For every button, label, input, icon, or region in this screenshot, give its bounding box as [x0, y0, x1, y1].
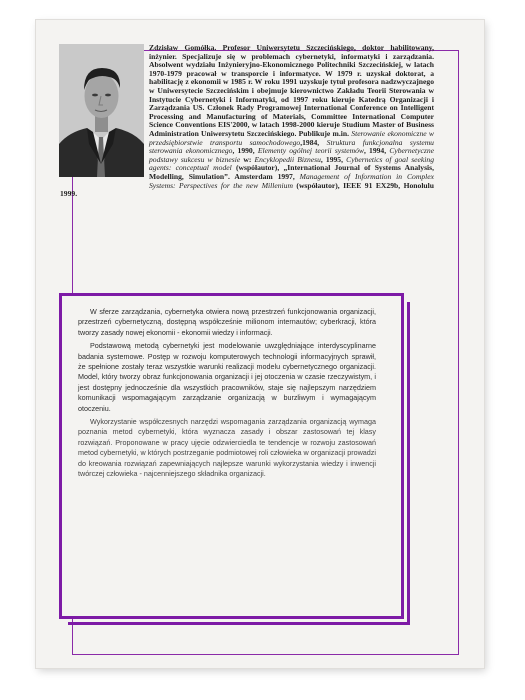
bio-publication-title: Encyklopedii Biznesu	[254, 154, 321, 164]
blurb-paragraph: W sferze zarządzania, cybernetyka otwiera nową przestrzeń funkcjonowania organizacji, przestrzeń cybernetyczną, dostępną współcześnie milionom internautów; cyberkracji, która tworzy zasady nowej ekonomii - ekonomii wiedzy i informacji.	[78, 307, 376, 337]
blurb-paragraph: Podstawową metodą cybernetyki jest modelowanie uwzględniające interdyscyplinarne badania systemowe. Postęp w rozwoju komputerowych technologii informacyjnych sprawił, że spełnione zostały teraz wszystkie warunki realizacji modelu cybernetycznego organizacji. Model, który tworzy obraz funkcjonowania organizacji i jej otoczenia w czasie rzeczywistym, i jest dostępny jednocześnie dla wszystkich pracowników, staje się najlepszym narzędziem komunikacji wspomagającym zarządzanie organizacją w burzliwym i wymagającym otoczeniu.	[78, 341, 376, 413]
bio-text: ,1984,	[300, 137, 320, 147]
bio-publication-title: Cybernetics of goal seeking agents: conceptual model	[149, 154, 434, 173]
blurb-paragraph: Wykorzystanie współczesnych narzędzi wspomagania zarządzania organizacją wymaga poznania metod cybernetyki, która wyznacza zasady i obszar zastosowań tej klasy rozwiązań. Proponowane w pracy ujęcie odzwierciedla te tendencje w rozwoju zastosowań metod cybernetyki, w których postrzeganie podmiotowej roli człowieka w organizacji prowadzi do kreowania rozwiązań zapewniających najlepsze warunki wykorzystania wiedzy i inwencji twórczej człowieka - najcenniejszego składnika organizacji.	[78, 417, 376, 479]
bio-publication-title: Sterowanie ekonomiczne w przedsiębiorstwie transportu samochodowego	[149, 128, 434, 147]
bio-text: , 1994,	[363, 146, 387, 156]
bio-text: (współautor), „International Journal of Systems Analysis, Modelling, Simulation”. Amsterdam 1997,	[149, 163, 435, 181]
bio-publication-title: Elementy ogólnej teorii systemów	[257, 146, 364, 156]
bio-publication-title: Cybernetyczne podstawy sukcesu w biznesie	[149, 146, 435, 164]
bio-text: w:	[240, 154, 252, 164]
bio-text: , 1995,	[320, 154, 344, 164]
author-biography	[60, 44, 434, 199]
bio-text: Zdzisław Gomółka. Profesor Uniwersytetu Szczecińskiego, doktor habilitowany, inżynier. Specjalizuje się w problemach cybernetyki, informatyki i zarządzania. Absolwent wydziału Inżynieryjno-Ekonomicznego Politechniki Szczecińskiej, w latach 1970-1979 pracował w transporcie i informatyce. W 1979 r. uzyskał doktorat, a habilitację z ekonomii w 1985 r. W roku 1991 uzyskuje tytuł profesora nadzwyczajnego w Uniwersytecie Szczecińskim i obejmuje kierownictwo Zakładu Teorii Sterowania w Instytucie Cybernetyki i Informatyki, od 1997 roku kieruje Katedrą Organizacji i Zarządzania US. Członek Rady Programowej International Conference on Intelligent Processing and Manufacturing of Materials, Committee International Computer Science Conventions EIS'2000, w latach 1998-2000 kieruje Studium Master of Business Administration Uniwersytetu Szczecińskiego. Publikuje m.in.	[149, 43, 434, 138]
bio-text: (współautor), IEEE 91 EX29b, Honolulu 1999.	[60, 180, 434, 199]
book-blurb	[78, 307, 376, 483]
photo-wrap-spacer	[60, 44, 149, 184]
bio-text: , 1990,	[232, 146, 255, 156]
bio-publication-title: Management of Information in Complex Systems: Perspectives for the new Millenium	[149, 171, 434, 190]
bio-publication-title: Struktura funkcjonalna systemu sterowania ekonomicznego	[149, 137, 434, 156]
